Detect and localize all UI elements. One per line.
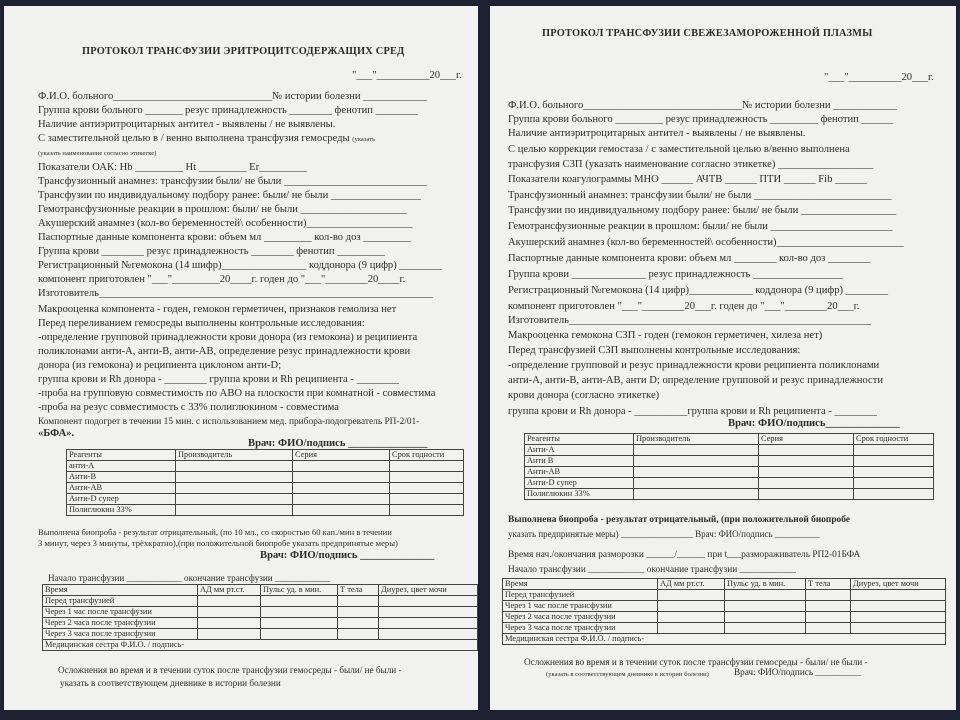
column-header: Срок годности (390, 450, 464, 461)
reagent-cell[interactable] (759, 478, 854, 489)
reagent-cell[interactable] (390, 472, 464, 483)
table-row (525, 478, 934, 489)
column-header: Срок годности (854, 434, 934, 445)
value-cell[interactable] (338, 607, 379, 618)
left-hemo-note-a: (указать (352, 136, 376, 143)
value-cell[interactable] (379, 596, 478, 607)
left-line-abo-compatibility: -проба на групповую совместимость по АВО на плоскости при комнатной - совместима (38, 388, 436, 399)
nurse-signature: Медицинская сестра Ф.И.О. / подпись- (503, 634, 946, 645)
value-cell[interactable] (658, 590, 725, 601)
right-line-coagulogram: Показатели коагулограммы МНО ______ АЧТВ ______ ПТИ ______ Fib ______ (508, 174, 867, 185)
left-monitoring-table (42, 584, 478, 651)
column-header: Диурез, цвет мочи (851, 579, 946, 590)
table-row (503, 590, 946, 601)
column-header: Реагенты (525, 434, 634, 445)
reagent-cell[interactable] (854, 489, 934, 500)
left-line-antibodies: Наличие антиэритроцитарных антител - выявлены / не выявлены. (38, 119, 336, 130)
right-line-reactions: Гемотрансфузионные реакции в прошлом: были/ не были _______________________ (508, 221, 893, 232)
right-start-end-line: Начало трансфузии ____________ окончание трансфузии ____________ (508, 565, 796, 575)
reagent-cell[interactable] (176, 483, 293, 494)
reagent-cell[interactable] (293, 461, 390, 472)
reagent-cell[interactable] (634, 478, 759, 489)
column-header: Диурез, цвет мочи (379, 585, 478, 596)
right-line-registration: Регистрационный №гемокона (14 цифр)____________ коддонора (9 цифр) ________ (508, 285, 889, 296)
left-line-patient-name: Ф.И.О. больного______________________________№ истории болезни ____________ (38, 91, 427, 102)
reagent-name: Анти-АВ (67, 483, 176, 494)
reagent-cell[interactable] (293, 472, 390, 483)
table-row (43, 607, 478, 618)
reagent-cell[interactable] (390, 505, 464, 516)
reagent-cell[interactable] (390, 494, 464, 505)
value-cell[interactable] (198, 596, 261, 607)
column-header: Производитель (176, 450, 293, 461)
time-label: Через 2 часа после трансфузии (503, 612, 658, 623)
column-header: Время (503, 579, 658, 590)
left-line-oak: Показатели ОАК: Hb _________ Ht _________ Er_________ (38, 162, 307, 173)
value-cell[interactable] (725, 612, 806, 623)
value-cell[interactable] (851, 590, 946, 601)
value-cell[interactable] (261, 618, 338, 629)
right-footer-complications: Осложнения во время и в течении суток после трансфузии гемосреды - были/ не были - (524, 657, 868, 667)
left-line-obstetric: Акушерский анамнез (кол-во беременностей\ особенности)____________________ (38, 218, 413, 229)
column-header: АД мм рт.ст. (198, 585, 261, 596)
value-cell[interactable] (338, 618, 379, 629)
value-cell[interactable] (851, 601, 946, 612)
reagent-cell[interactable] (176, 505, 293, 516)
value-cell[interactable] (261, 596, 338, 607)
left-line-transfusion-history: Трансфузионный анамнез: трансфузии были/ не были ___________________________ (38, 176, 427, 187)
reagent-cell[interactable] (176, 494, 293, 505)
reagent-cell[interactable] (176, 472, 293, 483)
column-header: Серия (293, 450, 390, 461)
column-header: АД мм рт.ст. (658, 579, 725, 590)
right-line-antibodies: Наличие антиэритроцитарных антител - выявлены / не выявлены. (508, 128, 806, 139)
left-line-group-determination-1: -определение групповой принадлежности крови донора (из гемокона) и реципиента (38, 332, 418, 343)
table-row (43, 640, 478, 651)
left-line-donor-recipient-group: группа крови и Rh донора - ________ группа крови и Rh реципиента - ________ (38, 374, 399, 385)
value-cell[interactable] (806, 623, 851, 634)
left-hemo-note: (указать наименование согласно этикетке) (38, 150, 157, 157)
reagent-name: Анти-D супер (525, 478, 634, 489)
time-label: Через 2 часа после трансфузии (43, 618, 198, 629)
left-line-blood-group: Группа крови больного _______ резус принадлежность ________ фенотип ________ (38, 105, 418, 116)
left-line-reactions: Гемотрансфузионные реакции в прошлом: были/ не были ____________________ (38, 204, 407, 215)
reagent-cell[interactable] (390, 461, 464, 472)
time-label: Перед трансфузией (43, 596, 198, 607)
right-line-donor-recipient-group: группа крови и Rh донора - __________группа крови и Rh реципиента - ________ (508, 406, 877, 417)
right-protocol-page (490, 6, 956, 710)
table-row (525, 456, 934, 467)
right-line-macro-assessment: Макрооценка гемокона СЗП - годен (гемокон герметичен, хилеза нет) (508, 330, 823, 341)
value-cell[interactable] (806, 612, 851, 623)
left-doctor-signature-1: Врач: ФИО/подпись _______________ (248, 438, 428, 449)
reagent-cell[interactable] (634, 467, 759, 478)
value-cell[interactable] (851, 612, 946, 623)
table-row (525, 467, 934, 478)
value-cell[interactable] (379, 607, 478, 618)
right-monitoring-table (502, 578, 946, 645)
value-cell[interactable] (338, 629, 379, 640)
reagent-cell[interactable] (854, 456, 934, 467)
value-cell[interactable] (725, 601, 806, 612)
reagent-cell[interactable] (759, 467, 854, 478)
right-line-manufacturer: Изготовитель_________________________________________________________ (508, 315, 871, 326)
table-row (43, 629, 478, 640)
table-header-row (525, 434, 934, 445)
value-cell[interactable] (198, 618, 261, 629)
left-line-warming: Компонент подогрет в течении 15 мин. с использованием мед. прибора-подогреватель РП-2/01- (38, 417, 420, 427)
right-line-transfusion-history: Трансфузионный анамнез: трансфузии были/ не были __________________________ (508, 190, 892, 201)
column-header: Т тела (338, 585, 379, 596)
table-row (67, 461, 464, 472)
time-label: Через 3 часа после трансфузии (503, 623, 658, 634)
column-header: Реагенты (67, 450, 176, 461)
left-line-transfusion-purpose: С заместительной целью в / венно выполнена трансфузия гемосреды (указать (38, 133, 376, 144)
table-row (525, 489, 934, 500)
right-line-szp: трансфузия СЗП (указать наименование согласно этикетке) __________________ (508, 159, 874, 170)
right-page-title: ПРОТОКОЛ ТРАНСФУЗИИ СВЕЖЕЗАМОРОЖЕННОЙ ПЛАЗМЫ (542, 28, 873, 39)
right-line-prepared: компонент приготовлен "___"________20___г. годен до "___"________20___г. (508, 301, 860, 312)
right-doctor-signature-1: Врач: ФИО/подпись______________ (728, 418, 900, 429)
left-line-prepared: компонент приготовлен "___"_________20____г. годен до "___"________20____г. (38, 274, 406, 285)
reagent-cell[interactable] (634, 489, 759, 500)
left-line-passport-data: Паспортные данные компонента крови: объем мл _________ кол-во доз _________ (38, 232, 411, 243)
table-row (503, 634, 946, 645)
value-cell[interactable] (658, 601, 725, 612)
reagent-name: Анти-В (67, 472, 176, 483)
table-row (67, 472, 464, 483)
left-reagent-table (66, 449, 464, 516)
table-header-row (67, 450, 464, 461)
value-cell[interactable] (261, 607, 338, 618)
left-line-individual-selection: Трансфузии по индивидуальному подбору ранее: были/ не были _________________ (38, 190, 421, 201)
reagent-cell[interactable] (854, 478, 934, 489)
reagent-cell[interactable] (293, 505, 390, 516)
right-line-passport-data: Паспортные данные компонента крови: объем мл ________ кол-во доз ________ (508, 253, 871, 264)
value-cell[interactable] (806, 601, 851, 612)
left-line-registration: Регистрационный №гемокона (14 шифр)________________ коддонора (9 цифр) ________ (38, 260, 442, 271)
reagent-name: Анти В (525, 456, 634, 467)
reagent-name: Полиглюкин 33% (67, 505, 176, 516)
right-biotest-line-1: Выполнена биопроба - результат отрицательный, (при положительной биопробе (508, 515, 850, 525)
reagent-name: Анти-А (525, 445, 634, 456)
column-header: Т тела (806, 579, 851, 590)
column-header: Пульс уд. в мин. (261, 585, 338, 596)
reagent-cell[interactable] (176, 461, 293, 472)
left-footer-complications: Осложнения во время и в течении суток после трансфузии гемосреды - были/ не были - (58, 665, 402, 675)
left-line-rh-compatibility: -проба на резус совместимость с 33% полиглюкином - совместима (38, 402, 339, 413)
column-header: Время (43, 585, 198, 596)
value-cell[interactable] (806, 590, 851, 601)
value-cell[interactable] (658, 623, 725, 634)
time-label: Через 1 час после трансфузии (503, 601, 658, 612)
right-footer-note: (указать в соответствующем дневнике в истории болезни) (546, 671, 709, 678)
left-line-component-group: Группа крови ________ резус принадлежность ________ фенотип _________ (38, 246, 385, 257)
right-line-individual-selection: Трансфузии по индивидуальному подбору ранее: были/ не были __________________ (508, 205, 897, 216)
value-cell[interactable] (851, 623, 946, 634)
right-reagent-table (524, 433, 934, 500)
left-page-title: ПРОТОКОЛ ТРАНСФУЗИИ ЭРИТРОЦИТСОДЕРЖАЩИХ СРЕД (82, 46, 405, 57)
left-doctor-signature-2: Врач: ФИО/подпись ______________ (260, 550, 435, 561)
right-line-group-determination-1: -определение групповой и резус принадлежности крови реципиента поликлонами (508, 360, 880, 371)
right-thaw-time-line: Время нач./окончания разморозки ______/______ при t___размораживатель РП2-01БФА (508, 550, 861, 560)
value-cell[interactable] (198, 629, 261, 640)
reagent-cell[interactable] (634, 445, 759, 456)
left-start-end-line: Начало трансфузии ____________ окончание трансфузии ____________ (48, 573, 331, 583)
table-row (525, 445, 934, 456)
left-line-macro-assessment: Макрооценка компонента - годен, гемокон герметичен, признаков гемолиза нет (38, 304, 397, 315)
right-line-group-determination-2: анти-А, анти-В, анти-АВ, анти D; определение групповой и резус принадлежности (508, 375, 884, 386)
nurse-signature: Медицинская сестра Ф.И.О. / подпись- (43, 640, 478, 651)
right-line-component-group: Группа крови ______________ резус принадлежность _________________ (508, 269, 843, 280)
left-biotest-line-2: 3 минут, через 3 минуты, трёхкратно),(при положительной биопробе указать предпринятые меры) (38, 538, 398, 548)
reagent-cell[interactable] (293, 483, 390, 494)
right-date-line: "___"__________20___г. (824, 72, 934, 83)
right-biotest-line-2: указать предпринятые меры) ________________ Врач: ФИО/подпись __________ (508, 529, 820, 539)
reagent-name: анти-А (67, 461, 176, 472)
value-cell[interactable] (261, 629, 338, 640)
right-line-obstetric: Акушерский анамнез (кол-во беременностей\ особенности)________________________ (508, 237, 904, 248)
time-label: Через 3 часа после трансфузии (43, 629, 198, 640)
left-line-manufacturer: Изготовитель_______________________________________________________________ (38, 288, 433, 299)
reagent-cell[interactable] (293, 494, 390, 505)
right-line-hemostasis: С целью коррекции гемостаза / с заместительной целью в/венно выполнена (508, 144, 850, 155)
value-cell[interactable] (379, 629, 478, 640)
table-row (503, 623, 946, 634)
reagent-cell[interactable] (390, 483, 464, 494)
reagent-name: Полиглюкин 33% (525, 489, 634, 500)
column-header: Пульс уд. в мин. (725, 579, 806, 590)
table-row (43, 596, 478, 607)
table-row (67, 494, 464, 505)
reagent-cell[interactable] (854, 445, 934, 456)
right-line-control-tests: Перед трансфузией СЗП выполнены контрольные исследования: (508, 345, 801, 356)
value-cell[interactable] (725, 623, 806, 634)
value-cell[interactable] (725, 590, 806, 601)
time-label: Через 1 час после трансфузии (43, 607, 198, 618)
left-line-group-determination-2: поликлонами анти-А, анти-В, анти-АВ, определение резус принадлежности крови (38, 346, 411, 357)
left-protocol-page (4, 6, 478, 710)
value-cell[interactable] (198, 607, 261, 618)
left-line-bfa: «БФА». (38, 428, 75, 439)
reagent-name: Анти-АВ (525, 467, 634, 478)
right-footer-doctor-signature: Врач: ФИО/подпись __________ (734, 667, 862, 677)
reagent-cell[interactable] (854, 467, 934, 478)
table-row (43, 618, 478, 629)
left-line-control-tests: Перед переливанием гемосреды выполнены контрольные исследования: (38, 318, 365, 329)
column-header: Производитель (634, 434, 759, 445)
reagent-name: Анти-D супер (67, 494, 176, 505)
value-cell[interactable] (338, 596, 379, 607)
left-date-line: "___"__________20___г. (352, 70, 462, 81)
table-row (67, 483, 464, 494)
value-cell[interactable] (658, 612, 725, 623)
reagent-cell[interactable] (634, 456, 759, 467)
table-header-row (43, 585, 478, 596)
left-biotest-line-1: Выполнена биопроба - результат отрицательный, (по 10 мл., со скоростью 60 кап./мин в течении (38, 527, 392, 537)
right-line-patient-name: Ф.И.О. больного______________________________№ истории болезни ____________ (508, 100, 897, 111)
table-row (67, 505, 464, 516)
table-row (503, 612, 946, 623)
left-footer-note: указать в соответствующем дневнике в истории болезни (60, 678, 281, 688)
right-line-blood-group: Группа крови больного _________ резус принадлежность _________ фенотип ______ (508, 114, 894, 125)
table-row (503, 601, 946, 612)
right-line-donor-label: крови донора (согласно этикетке) (508, 390, 660, 401)
reagent-cell[interactable] (759, 489, 854, 500)
value-cell[interactable] (379, 618, 478, 629)
table-header-row (503, 579, 946, 590)
time-label: Перед трансфузией (503, 590, 658, 601)
reagent-cell[interactable] (759, 445, 854, 456)
left-line-group-determination-3: донора (из гемокона) и реципиента циклоном анти-D; (38, 360, 282, 371)
column-header: Серия (759, 434, 854, 445)
reagent-cell[interactable] (759, 456, 854, 467)
